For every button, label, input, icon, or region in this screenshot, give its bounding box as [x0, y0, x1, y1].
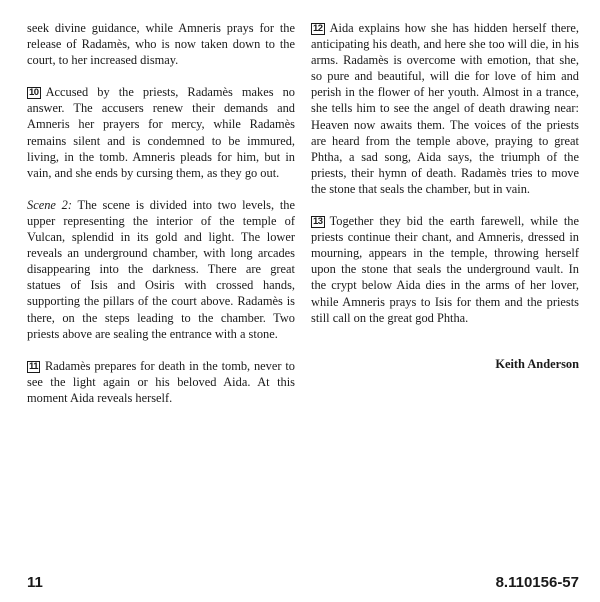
paragraph-text: Radamès prepares for death in the tomb, never to see the light again or his beloved Aida. At this moment Aida reveals herself.: [27, 358, 295, 405]
track-number-badge: 10: [29, 87, 39, 99]
paragraph-text: The scene is divided into two levels, the upper representing the interior of the temple of Vulcan, splendid in its gold and light. The lower reveals an underground chamber, with long arcades disappearing into the darkness. There are great statues of Isis and Osiris with crossed hands, supporting the pillars of the court above. Radamès is there, on the steps leading to the chamber. Two priests above are sealing the entrance with a stone.: [27, 197, 295, 341]
paragraph: [27, 20, 295, 68]
track-number-badge: 12: [313, 23, 323, 34]
left-column: [27, 20, 295, 422]
paragraph: [27, 84, 295, 181]
right-column: [311, 20, 579, 372]
author-name: Keith Anderson: [495, 356, 579, 371]
paragraph-text: Together they bid the earth farewell, while the priests continue their chant, and Amneris, dressed in mourning, appears in the temple, throwing herself upon the stone that seals the underground vault. In the crypt below Aida dies in the arms of her lover, while Amneris prays to Isis for them and the priests still call on the great god Phtha.: [311, 214, 579, 325]
scene-label: Scene 2:: [27, 197, 72, 212]
paragraph-text: Accused by the priests, Radamès makes no answer. The accusers renew their demands and Amneris her prayers for mercy, while Radamès remains silent and is condemned to be immured, living, in the tomb. Amneris pleads for him, but in vain, and she ends by cursing them, as they go out.: [27, 85, 295, 180]
paragraph: [27, 197, 295, 342]
paragraph-text: Aida explains how she has hidden herself there, anticipating his death, and here she too will die, in his arms. Radamès is overcome with emotion, that she, so pure and beautiful, will die for love of him and perish in the flower of her youth. Almost in a trance, she tells him to see the angel of death drawing near: Heaven now awaits them. The voices of the priests are heard from the temple above, praying to great Phtha, a sad song, Aida says, the triumph of the priests, their hymn of death. Radamès tries to move the stone that seals the chamber, but in vain.: [311, 21, 579, 196]
paragraph-text: seek divine guidance, while Amneris prays for the release of Radamès, who is now taken down to the court, to her increased dismay.: [27, 21, 295, 68]
paragraph: [311, 213, 579, 326]
paragraph: [27, 358, 295, 406]
page-number: 11: [27, 574, 43, 591]
paragraph: [311, 20, 579, 197]
catalogue-number: 8.110156-57: [495, 574, 579, 591]
track-number-badge: 13: [313, 216, 323, 228]
track-number-badge: 11: [29, 360, 39, 372]
